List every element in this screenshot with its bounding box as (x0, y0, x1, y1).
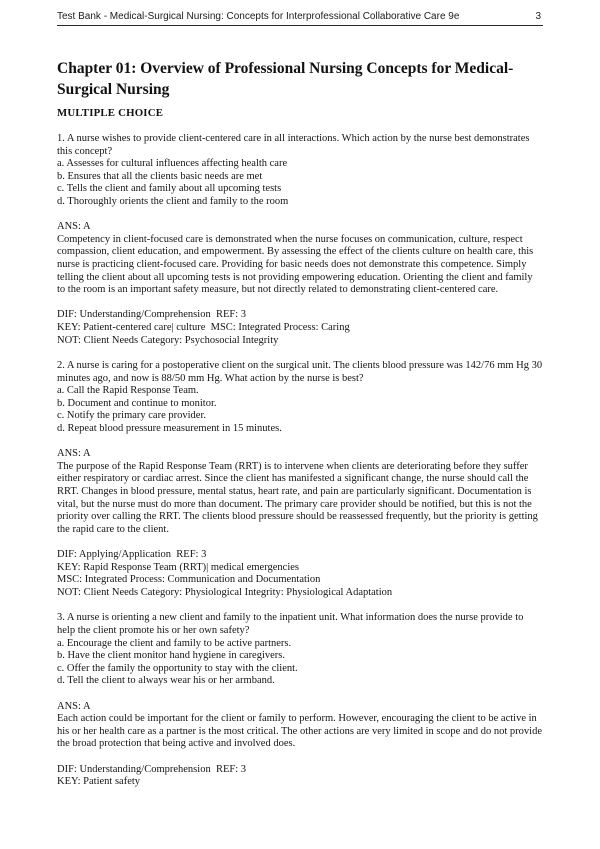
answer-option-a: a. Call the Rapid Response Team. (57, 385, 199, 397)
page-header (57, 11, 543, 26)
question-stem: 1. A nurse wishes to provide client-centered care in all interactions. Which action by the nurse best demonstrates this concept? (57, 133, 530, 157)
meta-key-line: KEY: Rapid Response Team (RRT)| medical emergencies (57, 561, 299, 573)
answer-option-b: b. Have the client monitor hand hygiene in caregivers. (57, 650, 286, 662)
meta-key-line: KEY: Patient-centered care| culture MSC: Integrated Process: Caring (57, 321, 350, 333)
meta-not-line: NOT: Client Needs Category: Physiological Integrity: Physiological Adaptation (57, 586, 393, 598)
question-metadata (57, 764, 543, 789)
meta-dif-line: DIF: Understanding/Comprehension REF: 3 (57, 309, 246, 321)
header-title: Test Bank - Medical-Surgical Nursing: Concepts for Interprofessional Collaborative Care 9e (57, 11, 460, 22)
rationale-text: Each action could be important for the client or family to perform. However, encouraging the client to be active in his or her health care as a partner is the most critical. The other actions are very limited in scope and do not provide the broad protection that being active and involved does. (57, 713, 542, 750)
section-heading: MULTIPLE CHOICE (57, 107, 164, 119)
rationale-text: The purpose of the Rapid Response Team (RRT) is to intervene when clients are deteriorating before they suffer either respiratory or cardiac arrest. Since the client has manifested a significant change, the nurse should call the RRT. Changes in blood pressure, mental status, heart rate, and pain are particularly significant. Documentation is vital, but the nurse must do more than document. The primary care provider should be notified, but this is not the priority over calling the RRT. The clients blood pressure should be reassessed frequently, but the priority is getting the rapid care to the client. (57, 460, 538, 535)
meta-dif-line: DIF: Understanding/Comprehension REF: 3 (57, 763, 246, 775)
answer-option-a: a. Assesses for cultural influences affecting health care (57, 158, 288, 170)
question-block-3 (57, 612, 543, 788)
answer-options (57, 385, 543, 435)
answer-option-a: a. Encourage the client and family to be active partners. (57, 637, 292, 649)
question-stem: 3. A nurse is orienting a new client and family to the inpatient unit. What information does the nurse provide to help the client promote his or her own safety? (57, 612, 524, 636)
chapter-title: Chapter 01: Overview of Professional Nursing Concepts for Medical-Surgical Nursing (57, 60, 514, 98)
question-metadata (57, 309, 543, 347)
question-block-2 (57, 360, 543, 599)
answer-options (57, 158, 543, 208)
question-metadata (57, 549, 543, 599)
meta-msc-line: MSC: Integrated Process: Communication and Documentation (57, 574, 321, 586)
answer-line: ANS: A (57, 448, 91, 460)
answer-option-c: c. Tells the client and family about all upcoming tests (57, 183, 282, 195)
answer-option-d: d. Tell the client to always wear his or her armband. (57, 675, 275, 687)
meta-key-line: KEY: Patient safety (57, 776, 141, 788)
meta-not-line: NOT: Client Needs Category: Psychosocial Integrity (57, 334, 279, 346)
answer-option-b: b. Document and continue to monitor. (57, 397, 217, 409)
answer-option-c: c. Offer the family the opportunity to stay with the client. (57, 662, 298, 674)
page-number: 3 (535, 11, 541, 22)
answer-option-d: d. Repeat blood pressure measurement in 15 minutes. (57, 423, 282, 435)
rationale-text: Competency in client-focused care is demonstrated when the nurse focuses on communication, culture, respect compassion, client education, and empowerment. By assessing the effect of the clients culture on health care, this nurse is practicing client-focused care. Providing for basic needs does not demonstrate this competence. Simply telling the client about all upcoming tests is not providing empowering education. Orienting the client and family to the room is an important safety measure, but not directly related to demonstrating client-centered care. (57, 233, 534, 296)
question-stem: 2. A nurse is caring for a postoperative client on the surgical unit. The clients blood pressure was 142/76 mm Hg 30 minutes ago, and now is 88/50 mm Hg. What action by the nurse is best? (57, 360, 543, 384)
answer-option-b: b. Ensures that all the clients basic needs are met (57, 170, 263, 182)
answer-line: ANS: A (57, 700, 91, 712)
question-block-1 (57, 133, 543, 347)
answer-options (57, 638, 543, 688)
answer-option-c: c. Notify the primary care provider. (57, 410, 206, 422)
answer-option-d: d. Thoroughly orients the client and family to the room (57, 195, 289, 207)
meta-dif-line: DIF: Applying/Application REF: 3 (57, 549, 207, 560)
answer-line: ANS: A (57, 221, 91, 233)
